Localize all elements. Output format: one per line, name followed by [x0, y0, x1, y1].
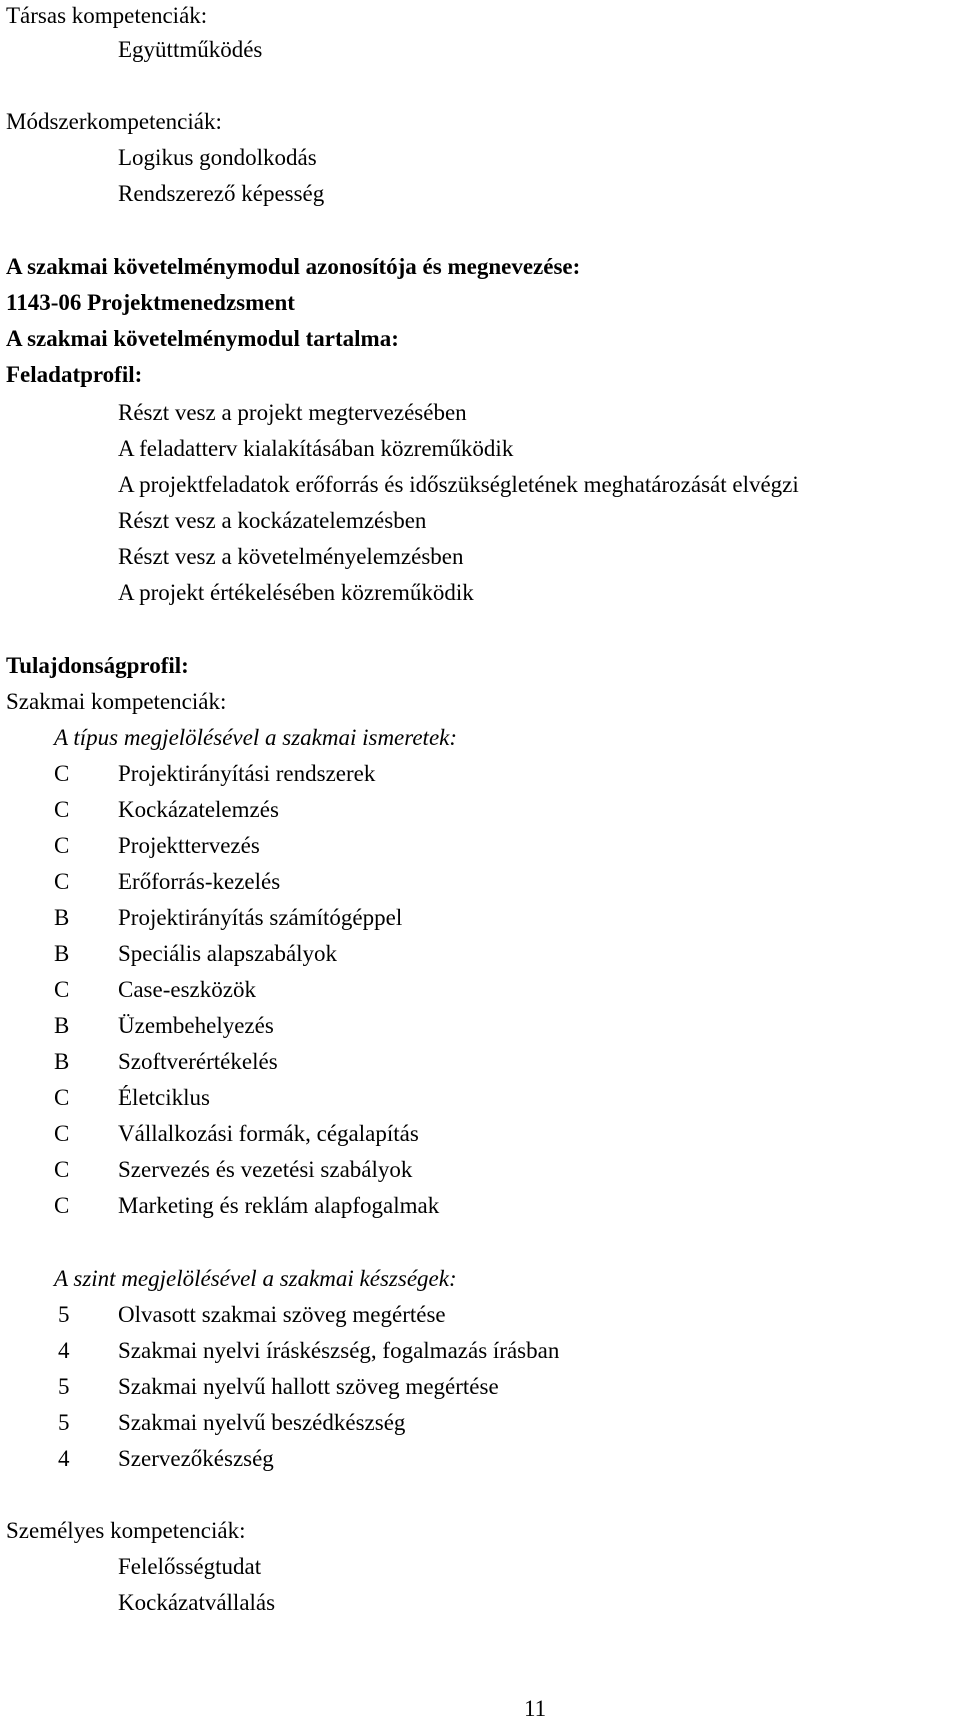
- knowledge-text: Vállalkozási formák, cégalapítás: [118, 1121, 419, 1146]
- knowledge-text: Üzembehelyezés: [118, 1013, 274, 1038]
- module-id-heading: A szakmai követelménymodul azonosítója és megnevezése:: [6, 254, 581, 279]
- knowledge-level: C: [54, 869, 70, 894]
- knowledge-level: C: [54, 797, 70, 822]
- knowledge-text: Szoftverértékelés: [118, 1049, 278, 1074]
- method-competencies-heading: Módszerkompetenciák:: [6, 109, 222, 134]
- page-number: 11: [524, 1696, 547, 1721]
- knowledge-heading: A típus megjelölésével a szakmai ismeretek:: [54, 725, 458, 750]
- module-content-heading: A szakmai követelménymodul tartalma:: [6, 326, 399, 351]
- knowledge-level: B: [54, 941, 70, 966]
- task-item: Részt vesz a kockázatelemzésben: [118, 508, 427, 533]
- task-profile-heading: Feladatprofil:: [6, 362, 143, 387]
- task-item: A projekt értékelésében közreműködik: [118, 580, 474, 605]
- social-competency-item: Együttműködés: [118, 37, 263, 62]
- personal-competency-item: Felelősségtudat: [118, 1554, 262, 1579]
- social-competencies-heading: Társas kompetenciák:: [6, 3, 208, 28]
- knowledge-level: C: [54, 833, 70, 858]
- task-item: A projektfeladatok erőforrás és időszükségletének meghatározását elvégzi: [118, 472, 799, 497]
- task-item: Részt vesz a projekt megtervezésében: [118, 400, 467, 425]
- knowledge-level: C: [54, 977, 70, 1002]
- knowledge-level: C: [54, 1157, 70, 1182]
- skill-text: Szakmai nyelvi íráskészség, fogalmazás írásban: [118, 1338, 560, 1363]
- knowledge-level: B: [54, 1013, 70, 1038]
- knowledge-text: Projekttervezés: [118, 833, 260, 858]
- skills-heading: A szint megjelölésével a szakmai készségek:: [54, 1266, 457, 1291]
- knowledge-text: Szervezés és vezetési szabályok: [118, 1157, 413, 1182]
- module-id-name: 1143-06 Projektmenedzsment: [6, 290, 295, 315]
- method-competency-item: Rendszerező képesség: [118, 181, 325, 206]
- knowledge-level: C: [54, 761, 70, 786]
- skill-level: 4: [58, 1338, 70, 1363]
- skill-text: Szervezőkészség: [118, 1446, 274, 1471]
- knowledge-text: Kockázatelemzés: [118, 797, 279, 822]
- knowledge-text: Életciklus: [118, 1085, 210, 1110]
- knowledge-level: C: [54, 1085, 70, 1110]
- knowledge-level: C: [54, 1121, 70, 1146]
- personal-competency-item: Kockázatvállalás: [118, 1590, 276, 1615]
- knowledge-text: Case-eszközök: [118, 977, 256, 1002]
- knowledge-text: Projektirányítás számítógéppel: [118, 905, 403, 930]
- skill-level: 4: [58, 1446, 70, 1471]
- skill-level: 5: [58, 1374, 70, 1399]
- method-competency-item: Logikus gondolkodás: [118, 145, 317, 170]
- professional-competencies-heading: Szakmai kompetenciák:: [6, 689, 227, 714]
- skill-text: Szakmai nyelvű beszédkészség: [118, 1410, 406, 1435]
- task-item: A feladatterv kialakításában közreműködik: [118, 436, 514, 461]
- task-item: Részt vesz a követelményelemzésben: [118, 544, 464, 569]
- knowledge-level: B: [54, 1049, 70, 1074]
- skill-text: Szakmai nyelvű hallott szöveg megértése: [118, 1374, 499, 1399]
- skill-level: 5: [58, 1302, 70, 1327]
- knowledge-level: B: [54, 905, 70, 930]
- skill-text: Olvasott szakmai szöveg megértése: [118, 1302, 446, 1327]
- knowledge-text: Speciális alapszabályok: [118, 941, 338, 966]
- personal-competencies-heading: Személyes kompetenciák:: [6, 1518, 246, 1543]
- knowledge-text: Marketing és reklám alapfogalmak: [118, 1193, 440, 1218]
- knowledge-text: Erőforrás-kezelés: [118, 869, 281, 894]
- property-profile-heading: Tulajdonságprofil:: [6, 653, 189, 678]
- knowledge-level: C: [54, 1193, 70, 1218]
- skill-level: 5: [58, 1410, 70, 1435]
- knowledge-text: Projektirányítási rendszerek: [118, 761, 376, 786]
